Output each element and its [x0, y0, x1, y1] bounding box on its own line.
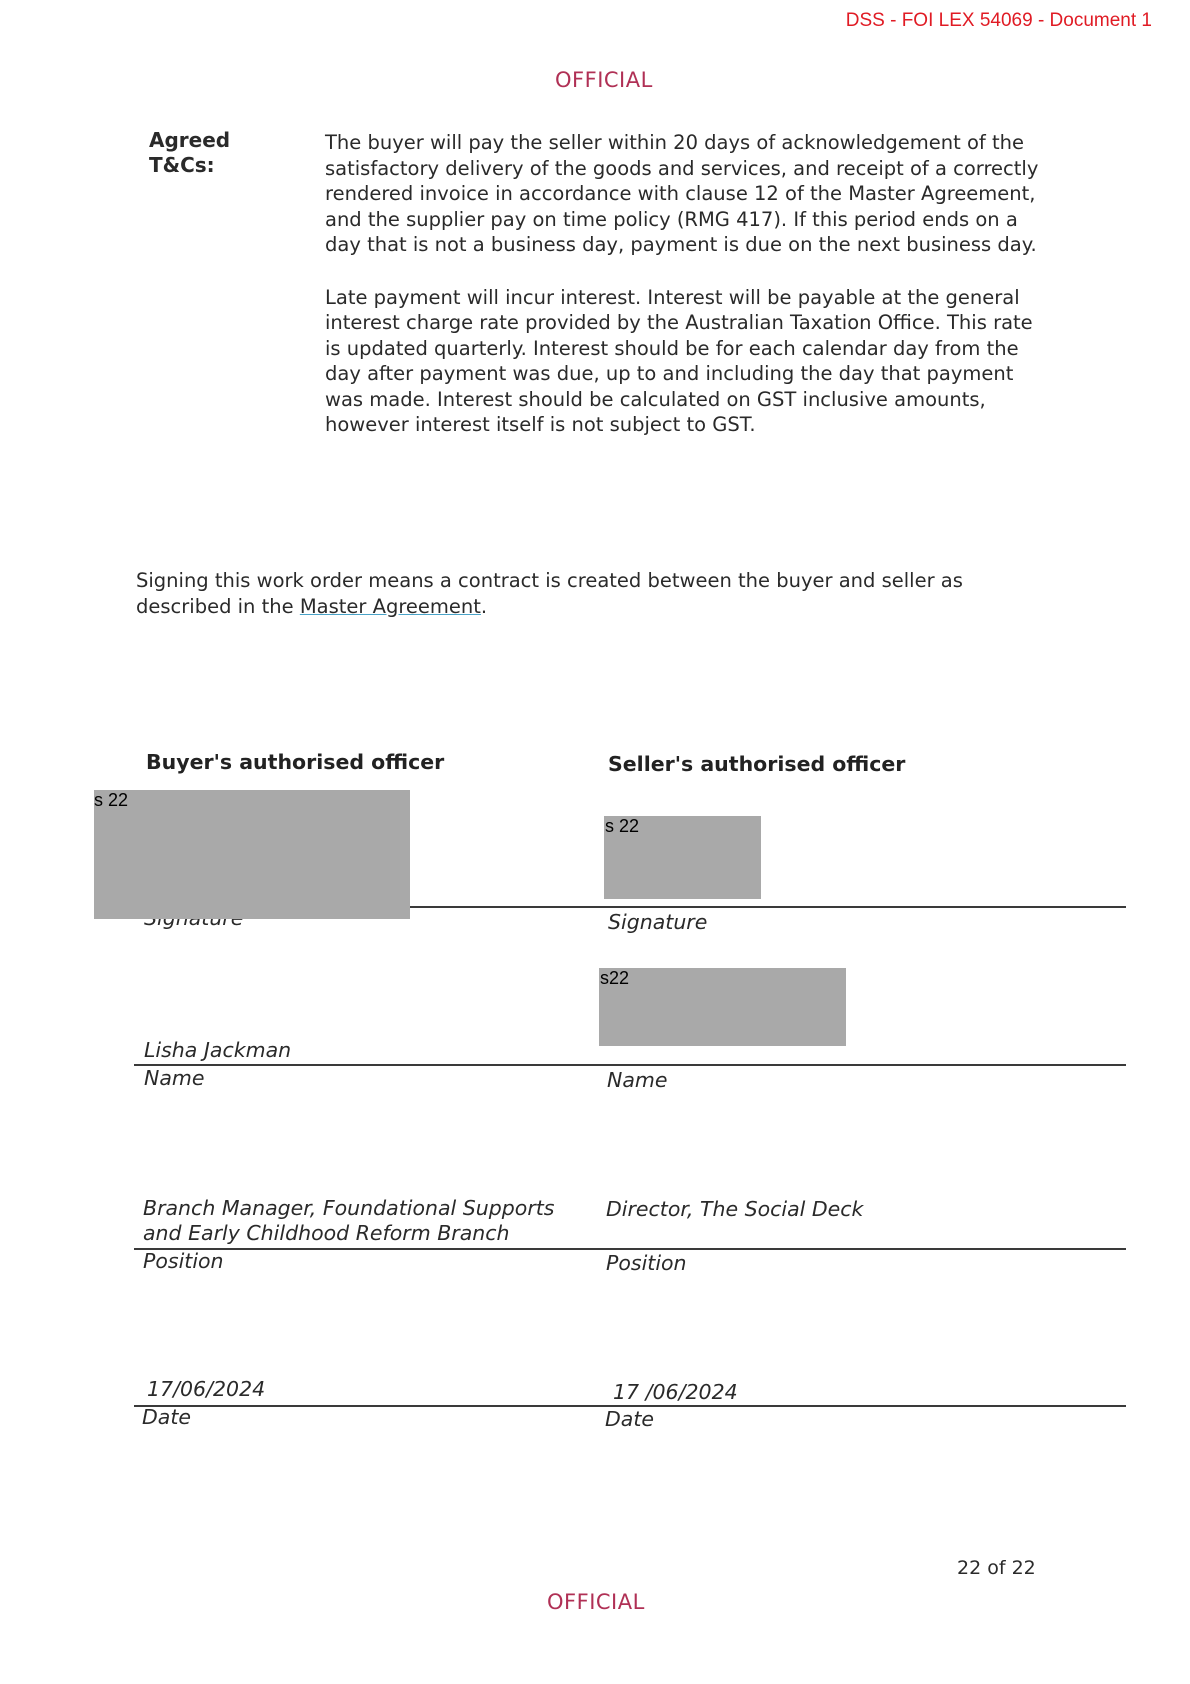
terms-text [325, 130, 1050, 465]
position-line [134, 1248, 1126, 1250]
buyer-position-label: Position [143, 1249, 224, 1273]
buyer-position-value [143, 1196, 555, 1246]
signature-line [410, 906, 1126, 908]
seller-name-label: Name [607, 1068, 668, 1092]
seller-signature-redaction [604, 816, 761, 899]
buyer-heading: Buyer's authorised officer [146, 750, 445, 774]
buyer-position-line2: and Early Childhood Reform Branch [143, 1221, 510, 1245]
buyer-name-value: Lisha Jackman [144, 1038, 292, 1062]
seller-signature-label: Signature [608, 910, 708, 934]
terms-label [149, 128, 230, 178]
signing-text-end: . [480, 594, 488, 618]
seller-date-label: Date [605, 1407, 654, 1431]
buyer-redaction-tag: s 22 [94, 790, 129, 810]
buyer-position-line1: Branch Manager, Foundational Supports [143, 1196, 555, 1220]
seller-position-value: Director, The Social Deck [606, 1197, 864, 1221]
master-agreement-link[interactable]: Master Agreement [299, 594, 481, 618]
seller-name-redaction-tag: s22 [600, 968, 630, 988]
classification-top: OFFICIAL [555, 68, 653, 92]
foi-reference: DSS - FOI LEX 54069 - Document 1 [845, 10, 1152, 31]
terms-paragraph-payment: The buyer will pay the seller within 20 days of acknowledgement of the satisfactory delivery of the goods and services, and receipt of a correctly rendered invoice in accordance with clause 12 of the Master Agreement, and the supplier pay on time policy (RMG 417). If this period ends on a day that is not a business day, payment is due on the next business day. [325, 131, 1039, 256]
seller-name-redaction [599, 968, 846, 1046]
page-number: 22 of 22 [957, 1557, 1036, 1579]
buyer-date-label: Date [142, 1405, 191, 1429]
signing-text: Signing this work order means a contract is created between the buyer and seller as described in the [136, 569, 963, 618]
buyer-name-label: Name [144, 1066, 205, 1090]
signing-statement [136, 568, 1061, 619]
buyer-signature-redaction [94, 790, 410, 919]
terms-label-line2: T&Cs: [149, 153, 215, 177]
seller-position-label: Position [606, 1251, 687, 1275]
seller-date-value: 17 /06/2024 [613, 1380, 738, 1404]
seller-redaction-tag: s 22 [605, 816, 640, 836]
name-line [134, 1064, 1126, 1066]
seller-heading: Seller's authorised officer [608, 752, 906, 776]
terms-paragraph-interest: Late payment will incur interest. Interest will be payable at the general interest charge rate provided by the Australian Taxation Office. This rate is updated quarterly. Interest should be for each calendar day from the day after payment was due, up to and including the day that payment was made. Interest should be calculated on GST inclusive amounts, however interest itself is not subject to GST. [325, 285, 1033, 436]
terms-label-line1: Agreed [149, 128, 231, 152]
buyer-date-value: 17/06/2024 [147, 1377, 266, 1401]
classification-bottom: OFFICIAL [547, 1590, 645, 1614]
